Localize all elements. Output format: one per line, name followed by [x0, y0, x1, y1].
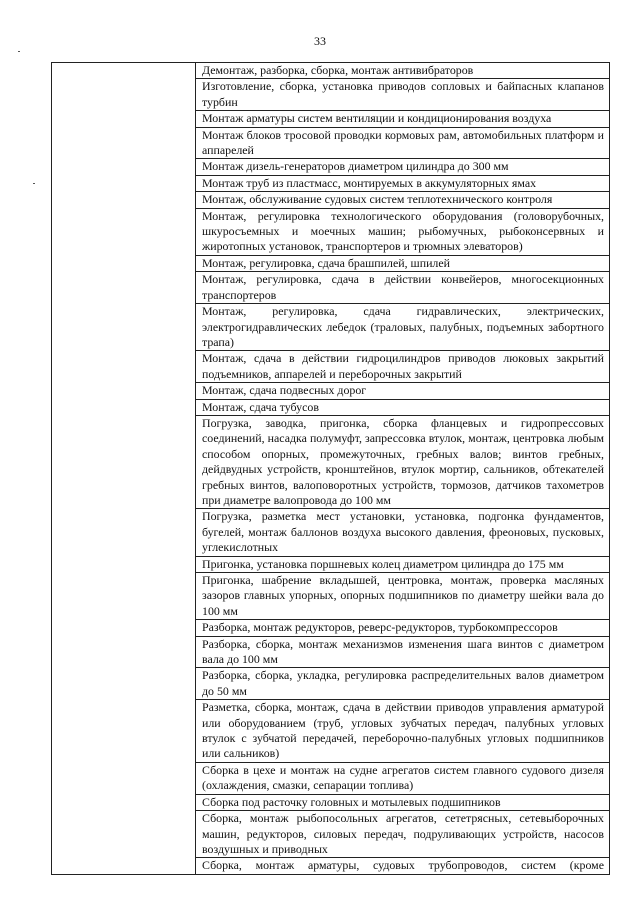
work-item-cell: Монтаж, сдача тубусов	[196, 399, 610, 415]
work-item-cell: Демонтаж, разборка, сборка, монтаж антивибраторов	[196, 63, 610, 79]
margin-mark	[18, 51, 20, 52]
work-item-cell: Монтаж, сдача подвесных дорог	[196, 383, 610, 399]
work-item-cell: Монтаж труб из пластмасс, монтируемых в аккумуляторных ямах	[196, 175, 610, 191]
work-item-cell: Монтаж, обслуживание судовых систем теплотехнического контроля	[196, 192, 610, 208]
work-item-cell: Монтаж, сдача в действии гидроцилиндров приводов люковых закрытий подъемников, аппарелей и переборочных закрытий	[196, 351, 610, 383]
work-item-cell: Пригонка, установка поршневых колец диаметром цилиндра до 175 мм	[196, 556, 610, 572]
work-item-cell: Монтаж арматуры систем вентиляции и кондиционирования воздуха	[196, 111, 610, 127]
work-item-cell: Изготовление, сборка, установка приводов сопловых и байпасных клапанов турбин	[196, 79, 610, 111]
work-item-cell: Разборка, сборка, монтаж механизмов изменения шага винтов с диаметром вала до 100 мм	[196, 636, 610, 668]
table-row	[52, 63, 610, 79]
work-item-cell: Разборка, монтаж редукторов, реверс-редукторов, турбокомпрессоров	[196, 620, 610, 636]
work-item-cell: Сборка под расточку головных и мотылевых подшипников	[196, 794, 610, 810]
work-item-cell: Монтаж, регулировка, сдача брашпилей, шпилей	[196, 255, 610, 271]
table-body	[52, 63, 610, 875]
page-number: 33	[314, 34, 326, 48]
work-item-cell: Погрузка, разметка мест установки, установка, подгонка фундаментов, бугелей, монтаж баллонов воздуха высокого давления, фреоновых, пусковых, углекислотных	[196, 509, 610, 556]
margin-mark	[33, 183, 35, 184]
work-item-cell: Погрузка, заводка, пригонка, сборка фланцевых и гидропрессовых соединений, насадка полумуфт, запрессовка втулок, монтаж, центровка любым способом опорных, промежуточных, гребных валов; винтов гребных, дейдвудных устройств, кронштейнов, втулок мортир, сальников, обтекателей гребных винтов, валоповоротных устройств, тормозов, датчиков тахометров при диаметре валопровода до 100 мм	[196, 415, 610, 508]
work-item-cell: Разборка, сборка, укладка, регулировка распределительных валов диаметром до 50 мм	[196, 668, 610, 700]
work-item-cell: Пригонка, шабрение вкладышей, центровка, монтаж, проверка масляных зазоров главных упорных, опорных подшипников по диаметру шейки вала до 100 мм	[196, 573, 610, 620]
work-item-cell: Монтаж, регулировка, сдача гидравлических, электрических, электрогидравлических лебедок (траловых, палубных, подъемных забортного трапа)	[196, 304, 610, 351]
work-types-table	[51, 62, 610, 875]
work-item-cell: Монтаж, регулировка технологического оборудования (головорубочных, шкуросъемных и моечных машин; рыбомучных, рыбоконсервных и жиротопных установок, транспортеров и трюмных элеваторов)	[196, 208, 610, 255]
work-item-cell: Сборка, монтаж рыбопосольных агрегатов, сететрясных, сетевыборочных машин, редукторов, силовых передач, подруливающих устройств, насосов воздушных и приводных	[196, 811, 610, 858]
empty-left-column	[52, 63, 196, 875]
work-item-cell: Сборка, монтаж арматуры, судовых трубопроводов, систем (кроме	[196, 858, 610, 874]
work-item-cell: Монтаж, регулировка, сдача в действии конвейеров, многосекционных транспортеров	[196, 272, 610, 304]
work-item-cell: Монтаж блоков тросовой проводки кормовых рам, автомобильных платформ и аппарелей	[196, 127, 610, 159]
work-item-cell: Сборка в цехе и монтаж на судне агрегатов систем главного судового дизеля (охлаждения, смазки, сепарации топлива)	[196, 762, 610, 794]
work-item-cell: Разметка, сборка, монтаж, сдача в действии приводов управления арматурой или оборудованием (труб, угловых зубчатых передач, палубных угловых втулок с зубчатой передачей, переборочно-палубных угловых подшипников или сальников)	[196, 700, 610, 763]
work-item-cell: Монтаж дизель-генераторов диаметром цилиндра до 300 мм	[196, 159, 610, 175]
